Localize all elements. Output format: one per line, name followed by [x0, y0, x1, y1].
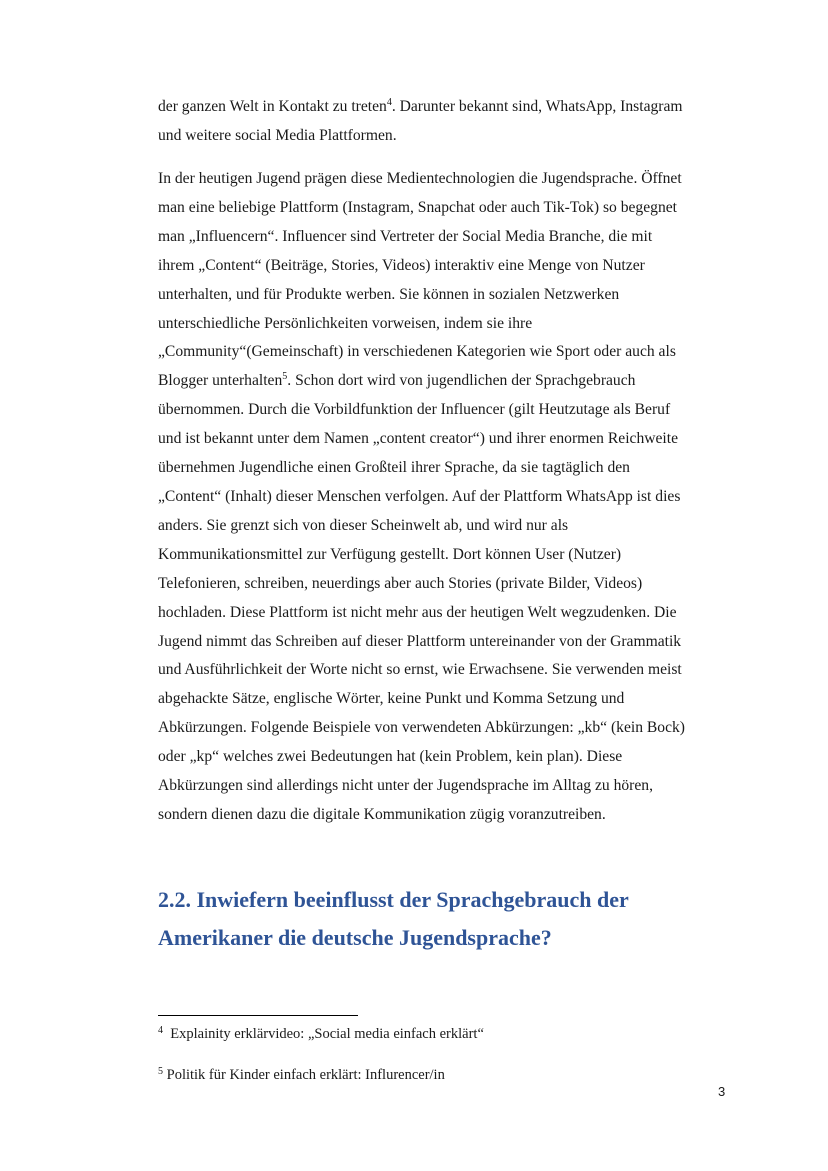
text-line: unterhalten, und für Produkte werben. Sie können in sozialen Netzwerken [158, 285, 620, 303]
text-line: anders. Sie grenzt sich von dieser Scheinwelt ab, und wird nur als [158, 516, 569, 534]
text-line: Jugend nimmt das Schreiben auf dieser Plattform untereinander von der Grammatik [158, 632, 682, 650]
footnote-5 [158, 1067, 445, 1084]
text-line: übernommen. Durch die Vorbildfunktion der Influencer (gilt Heutzutage als Beruf [158, 401, 671, 419]
text-line: und weitere social Media Plattformen. [158, 126, 397, 144]
footnote-ref-4[interactable]: 4 [386, 97, 392, 108]
text-line: übernehmen Jugendliche einen Großteil ihrer Sprache, da sie tagtäglich den [158, 459, 630, 477]
footnote-text: Explainity erklärvideo: „Social media einfach erklärt“ [170, 1026, 484, 1042]
text-line: „Content“ (Inhalt) dieser Menschen verfolgen. Auf der Plattform WhatsApp ist dies [158, 487, 681, 505]
text-line: „Community“(Gemeinschaft) in verschiedenen Kategorien wie Sport oder auch als [158, 343, 676, 361]
paragraph-social-media [158, 165, 738, 830]
text-line: oder „kp“ welches zwei Bedeutungen hat (kein Problem, kein plan). Diese [158, 748, 623, 766]
text-line: man „Influencern“. Influencer sind Vertreter der Social Media Branche, die mit [158, 227, 653, 245]
text-line: hochladen. Diese Plattform ist nicht mehr aus der heutigen Welt wegzudenken. Die [158, 603, 677, 621]
text-line: Telefonieren, schreiben, neuerdings aber auch Stories (private Bilder, Videos) [158, 574, 643, 592]
footnote-text: Politik für Kinder einfach erklärt: Influrencer/in [166, 1067, 445, 1083]
text-line: man eine beliebige Plattform (Instagram, Snapchat oder auch Tik-Tok) so begegnet [158, 198, 677, 216]
footnote-separator [158, 1015, 358, 1016]
section-heading [158, 881, 758, 957]
page-number: 3 [718, 1084, 726, 1099]
text-line: abgehackte Sätze, englische Wörter, keine Punkt und Komma Setzung und [158, 690, 625, 708]
heading-line: 2.2. Inwiefern beeinflusst der Sprachgebrauch der [158, 887, 629, 912]
text-line: Kommunikationsmittel zur Verfügung gestellt. Dort können User (Nutzer) [158, 545, 622, 563]
text-line: sondern dienen dazu die digitale Kommunikation zügig voranzutreiben. [158, 805, 606, 823]
text-line: Abkürzungen. Folgende Beispiele von verwendeten Abkürzungen: „kb“ (kein Bock) [158, 719, 686, 737]
paragraph-continuation [158, 93, 738, 151]
text-line: der ganzen Welt in Kontakt zu treten$^4$. Darunter bekannt sind, WhatsApp, Instagram [158, 97, 683, 115]
text-line: Blogger unterhalten$^5$. Schon dort wird von jugendlichen der Sprachgebrauch [158, 371, 636, 390]
footnote-number: 5 [158, 1066, 163, 1077]
text-line: Abkürzungen sind allerdings nicht unter der Jugendsprache im Alltag zu hören, [158, 777, 653, 795]
footnote-4 [158, 1026, 484, 1043]
footnote-number: 4 [158, 1025, 163, 1036]
text-line: In der heutigen Jugend prägen diese Medientechnologien die Jugendsprache. Öffnet [158, 170, 682, 187]
heading-line: Amerikaner die deutsche Jugendsprache? [158, 925, 552, 950]
text-line: und ist bekannt unter dem Namen „content creator“) und ihrer enormen Reichweite [158, 430, 679, 448]
text-line: unterschiedliche Persönlichkeiten vorweisen, indem sie ihre [158, 314, 533, 332]
text-line: und Ausführlichkeit der Worte nicht so ernst, wie Erwachsene. Sie verwenden meist [158, 661, 682, 679]
text-line: ihrem „Content“ (Beiträge, Stories, Videos) interaktiv eine Menge von Nutzer [158, 256, 645, 274]
footnote-ref-5[interactable]: 5 [282, 371, 288, 383]
